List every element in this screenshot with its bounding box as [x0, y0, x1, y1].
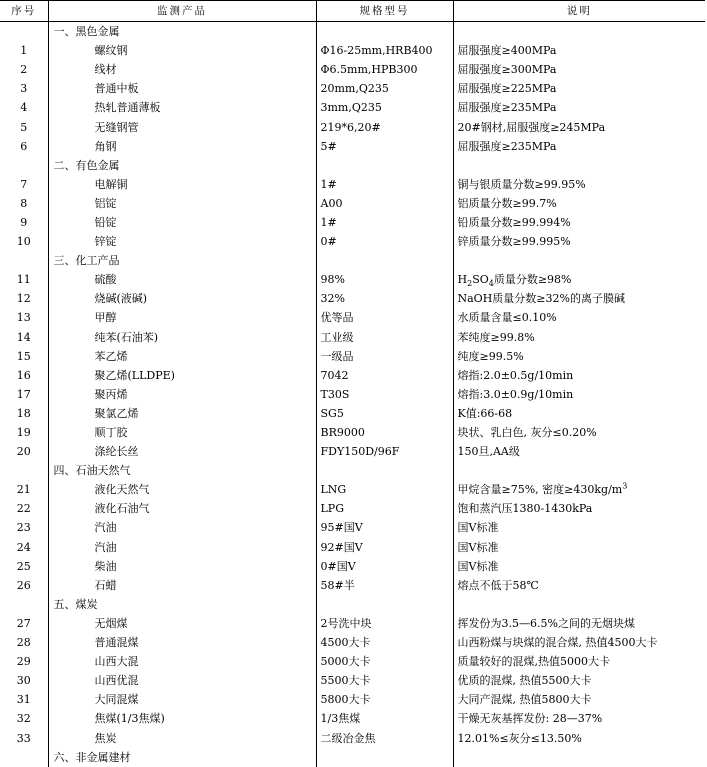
spec-cell: 5#	[316, 137, 453, 156]
spec-cell: 20mm,Q235	[316, 79, 453, 98]
spec-cell: Φ16-25mm,HRB400	[316, 41, 453, 60]
category-row	[0, 748, 705, 767]
product-name: 螺纹钢	[48, 41, 316, 60]
desc-cell	[453, 251, 705, 270]
table-row	[0, 423, 705, 442]
row-number: 15	[16, 349, 31, 363]
row-number	[0, 251, 48, 270]
desc-cell: NaOH质量分数≥32%的离子膜碱	[453, 289, 705, 308]
spec-cell: 98%	[316, 270, 453, 289]
desc-cell: 国Ⅴ标准	[453, 538, 705, 557]
table-row	[0, 270, 705, 289]
category-label: 二、有色金属	[48, 156, 316, 175]
product-name: 纯苯(石油苯)	[48, 328, 316, 347]
spec-cell: FDY150D/96F	[316, 442, 453, 461]
spec-cell: 一级品	[316, 347, 453, 366]
table-row	[0, 518, 705, 537]
product-name: 焦煤(1/3焦煤)	[48, 709, 316, 728]
row-number: 18	[16, 406, 31, 420]
desc-cell: 国Ⅴ标准	[453, 518, 705, 537]
product-name: 甲醇	[48, 308, 316, 327]
desc-superscript: 3	[622, 481, 628, 491]
spec-cell	[316, 461, 453, 480]
desc-cell	[453, 156, 705, 175]
row-number: 23	[16, 521, 31, 535]
desc-cell	[453, 748, 705, 767]
spec-cell: T30S	[316, 385, 453, 404]
product-name: 无缝钢管	[48, 117, 316, 136]
desc-cell: 熔指:2.0±0.5g/10min	[453, 366, 705, 385]
desc-cell: 国Ⅴ标准	[453, 557, 705, 576]
table-row	[0, 385, 705, 404]
desc-subscript: 4	[488, 279, 494, 289]
desc-cell	[453, 270, 705, 289]
table-row	[0, 137, 705, 156]
spec-cell: 4500大卡	[316, 633, 453, 652]
desc-cell: 水质量含量≤0.10%	[453, 308, 705, 327]
product-name: 聚乙烯(LLDPE)	[48, 366, 316, 385]
spec-cell	[316, 748, 453, 767]
desc-cell: 锌质量分数≥99.995%	[453, 232, 705, 251]
table-row	[0, 538, 705, 557]
table-row	[0, 576, 705, 595]
spec-cell: A00	[316, 194, 453, 213]
row-number: 6	[20, 139, 28, 153]
row-number	[0, 748, 48, 767]
row-number	[0, 461, 48, 480]
table-row	[0, 60, 705, 79]
category-label: 四、石油天然气	[48, 461, 316, 480]
row-number: 19	[16, 426, 31, 440]
category-row	[0, 156, 705, 175]
product-name: 柴油	[48, 557, 316, 576]
row-number	[0, 22, 48, 42]
product-name: 普通中板	[48, 79, 316, 98]
product-name: 焦炭	[48, 728, 316, 747]
product-name: 汽油	[48, 538, 316, 557]
row-number: 2	[20, 63, 28, 77]
row-number: 28	[16, 636, 31, 650]
desc-cell: 大同产混煤, 热值5800大卡	[453, 690, 705, 709]
table-row	[0, 232, 705, 251]
table-row	[0, 633, 705, 652]
spec-cell: 工业级	[316, 328, 453, 347]
product-name: 汽油	[48, 518, 316, 537]
desc-cell: 优质的混煤, 热值5500大卡	[453, 671, 705, 690]
product-name: 涤纶长丝	[48, 442, 316, 461]
header-spec: 规格型号	[316, 1, 453, 22]
table-body	[0, 22, 705, 767]
row-number: 3	[20, 82, 28, 96]
desc-subscript: 2	[467, 279, 473, 289]
desc-cell: 熔指:3.0±0.9g/10min	[453, 385, 705, 404]
row-number: 4	[20, 101, 28, 115]
product-name: 线材	[48, 60, 316, 79]
spec-cell	[316, 595, 453, 614]
spec-cell: 32%	[316, 289, 453, 308]
desc-cell: 屈服强度≥235MPa	[453, 137, 705, 156]
desc-text: H	[457, 273, 468, 287]
table-row	[0, 709, 705, 728]
category-label: 六、非金属建材	[48, 748, 316, 767]
row-number: 21	[16, 483, 31, 497]
desc-cell: 干燥无灰基挥发份: 28—37%	[453, 709, 705, 728]
spec-cell: 0#国Ⅴ	[316, 557, 453, 576]
spec-cell: 7042	[316, 366, 453, 385]
table-row	[0, 690, 705, 709]
product-name: 电解铜	[48, 175, 316, 194]
product-name: 铝锭	[48, 194, 316, 213]
category-row	[0, 251, 705, 270]
spec-cell	[316, 251, 453, 270]
row-number: 14	[16, 330, 31, 344]
spec-cell: LNG	[316, 480, 453, 499]
header-desc: 说明	[453, 1, 705, 22]
row-number: 8	[20, 196, 28, 210]
row-number: 16	[16, 368, 31, 382]
desc-cell: 质量较好的混煤,热值5000大卡	[453, 652, 705, 671]
spec-cell: SG5	[316, 404, 453, 423]
spec-cell: LPG	[316, 499, 453, 518]
table-row	[0, 366, 705, 385]
table-row	[0, 328, 705, 347]
desc-cell: 饱和蒸汽压1380-1430kPa	[453, 499, 705, 518]
product-name: 硫酸	[48, 270, 316, 289]
product-name: 普通混煤	[48, 633, 316, 652]
table-row	[0, 442, 705, 461]
table-row	[0, 41, 705, 60]
category-row	[0, 595, 705, 614]
product-name: 液化天然气	[48, 480, 316, 499]
product-name: 角钢	[48, 137, 316, 156]
category-label: 五、煤炭	[48, 595, 316, 614]
desc-text: 质量分数≥98%	[493, 273, 572, 287]
category-row	[0, 22, 705, 42]
table-row	[0, 499, 705, 518]
desc-cell: 12.01%≤灰分≤13.50%	[453, 728, 705, 747]
spec-cell: 1/3焦煤	[316, 709, 453, 728]
desc-text: 甲烷含量≥75%, 密度≥430kg/m	[457, 483, 623, 497]
row-number: 29	[16, 655, 31, 669]
product-name: 山西优混	[48, 671, 316, 690]
table-row	[0, 480, 705, 499]
table-row	[0, 194, 705, 213]
desc-cell: 150旦,AA级	[453, 442, 705, 461]
desc-cell: 纯度≥99.5%	[453, 347, 705, 366]
row-number: 30	[16, 674, 31, 688]
spec-cell: 优等品	[316, 308, 453, 327]
table-row	[0, 728, 705, 747]
row-number: 22	[16, 502, 31, 516]
spec-cell: 1#	[316, 175, 453, 194]
desc-cell	[453, 461, 705, 480]
row-number: 26	[16, 578, 31, 592]
spec-cell: 5800大卡	[316, 690, 453, 709]
header-product: 监测产品	[48, 1, 316, 22]
spec-cell: BR9000	[316, 423, 453, 442]
desc-cell: 铜与银质量分数≥99.95%	[453, 175, 705, 194]
product-name: 烧碱(液碱)	[48, 289, 316, 308]
desc-text: SO	[472, 273, 489, 287]
desc-cell	[453, 480, 705, 499]
spec-cell: 5500大卡	[316, 671, 453, 690]
spec-cell: 1#	[316, 213, 453, 232]
category-label: 一、黑色金属	[48, 22, 316, 42]
row-number: 7	[20, 177, 28, 191]
table-row	[0, 347, 705, 366]
product-name: 聚丙烯	[48, 385, 316, 404]
product-name: 山西大混	[48, 652, 316, 671]
table-row	[0, 289, 705, 308]
row-number: 5	[20, 120, 28, 134]
row-number: 13	[16, 311, 31, 325]
desc-cell: 挥发份为3.5—6.5%之间的无烟块煤	[453, 614, 705, 633]
row-number	[0, 595, 48, 614]
table-row	[0, 652, 705, 671]
table-row	[0, 671, 705, 690]
table-row	[0, 117, 705, 136]
spec-cell: 2号洗中块	[316, 614, 453, 633]
table-row	[0, 308, 705, 327]
header-no: 序号	[0, 1, 48, 22]
product-name: 热轧普通薄板	[48, 98, 316, 117]
desc-cell	[453, 22, 705, 42]
row-number: 33	[16, 731, 31, 745]
category-label: 三、化工产品	[48, 251, 316, 270]
row-number: 32	[16, 712, 31, 726]
spec-cell: 219*6,20#	[316, 117, 453, 136]
table-row	[0, 404, 705, 423]
desc-cell: K值:66-68	[453, 404, 705, 423]
row-number: 24	[16, 540, 31, 554]
table-row	[0, 79, 705, 98]
row-number: 12	[16, 292, 31, 306]
row-number: 9	[20, 215, 28, 229]
row-number: 25	[16, 559, 31, 573]
spec-cell	[316, 156, 453, 175]
row-number: 17	[16, 387, 31, 401]
row-number: 20	[16, 445, 31, 459]
product-name: 顺丁胶	[48, 423, 316, 442]
spec-cell	[316, 22, 453, 42]
desc-cell: 20#钢材,屈服强度≥245MPa	[453, 117, 705, 136]
product-name: 聚氯乙烯	[48, 404, 316, 423]
spec-cell: 二级冶金焦	[316, 728, 453, 747]
desc-cell: 屈服强度≥300MPa	[453, 60, 705, 79]
product-name: 苯乙烯	[48, 347, 316, 366]
table-row	[0, 557, 705, 576]
row-number: 31	[16, 693, 31, 707]
desc-cell: 块状、乳白色, 灰分≤0.20%	[453, 423, 705, 442]
category-row	[0, 461, 705, 480]
desc-cell: 铝质量分数≥99.7%	[453, 194, 705, 213]
spec-cell: 92#国Ⅴ	[316, 538, 453, 557]
desc-cell: 屈服强度≥235MPa	[453, 98, 705, 117]
table-row	[0, 175, 705, 194]
spec-cell: 0#	[316, 232, 453, 251]
desc-cell: 苯纯度≥99.8%	[453, 328, 705, 347]
row-number: 11	[16, 273, 31, 287]
desc-cell: 山西粉煤与块煤的混合煤, 热值4500大卡	[453, 633, 705, 652]
table-row	[0, 213, 705, 232]
spec-cell: 3mm,Q235	[316, 98, 453, 117]
desc-cell: 熔点不低于58℃	[453, 576, 705, 595]
product-name: 石蜡	[48, 576, 316, 595]
desc-cell: 屈服强度≥400MPa	[453, 41, 705, 60]
row-number: 1	[20, 44, 28, 58]
row-number: 10	[16, 235, 31, 249]
spec-cell: 5000大卡	[316, 652, 453, 671]
product-name: 锌锭	[48, 232, 316, 251]
desc-cell: 铅质量分数≥99.994%	[453, 213, 705, 232]
product-name: 无烟煤	[48, 614, 316, 633]
desc-cell: 屈服强度≥225MPa	[453, 79, 705, 98]
row-number: 27	[16, 616, 31, 630]
product-name: 铅锭	[48, 213, 316, 232]
product-name: 大同混煤	[48, 690, 316, 709]
table-header	[0, 1, 705, 22]
product-name: 液化石油气	[48, 499, 316, 518]
spec-cell: 58#半	[316, 576, 453, 595]
spec-cell: Φ6.5mm,HPB300	[316, 60, 453, 79]
desc-cell	[453, 595, 705, 614]
header-row	[0, 1, 705, 22]
row-number	[0, 156, 48, 175]
table-row	[0, 98, 705, 117]
spec-cell: 95#国Ⅴ	[316, 518, 453, 537]
table-row	[0, 614, 705, 633]
